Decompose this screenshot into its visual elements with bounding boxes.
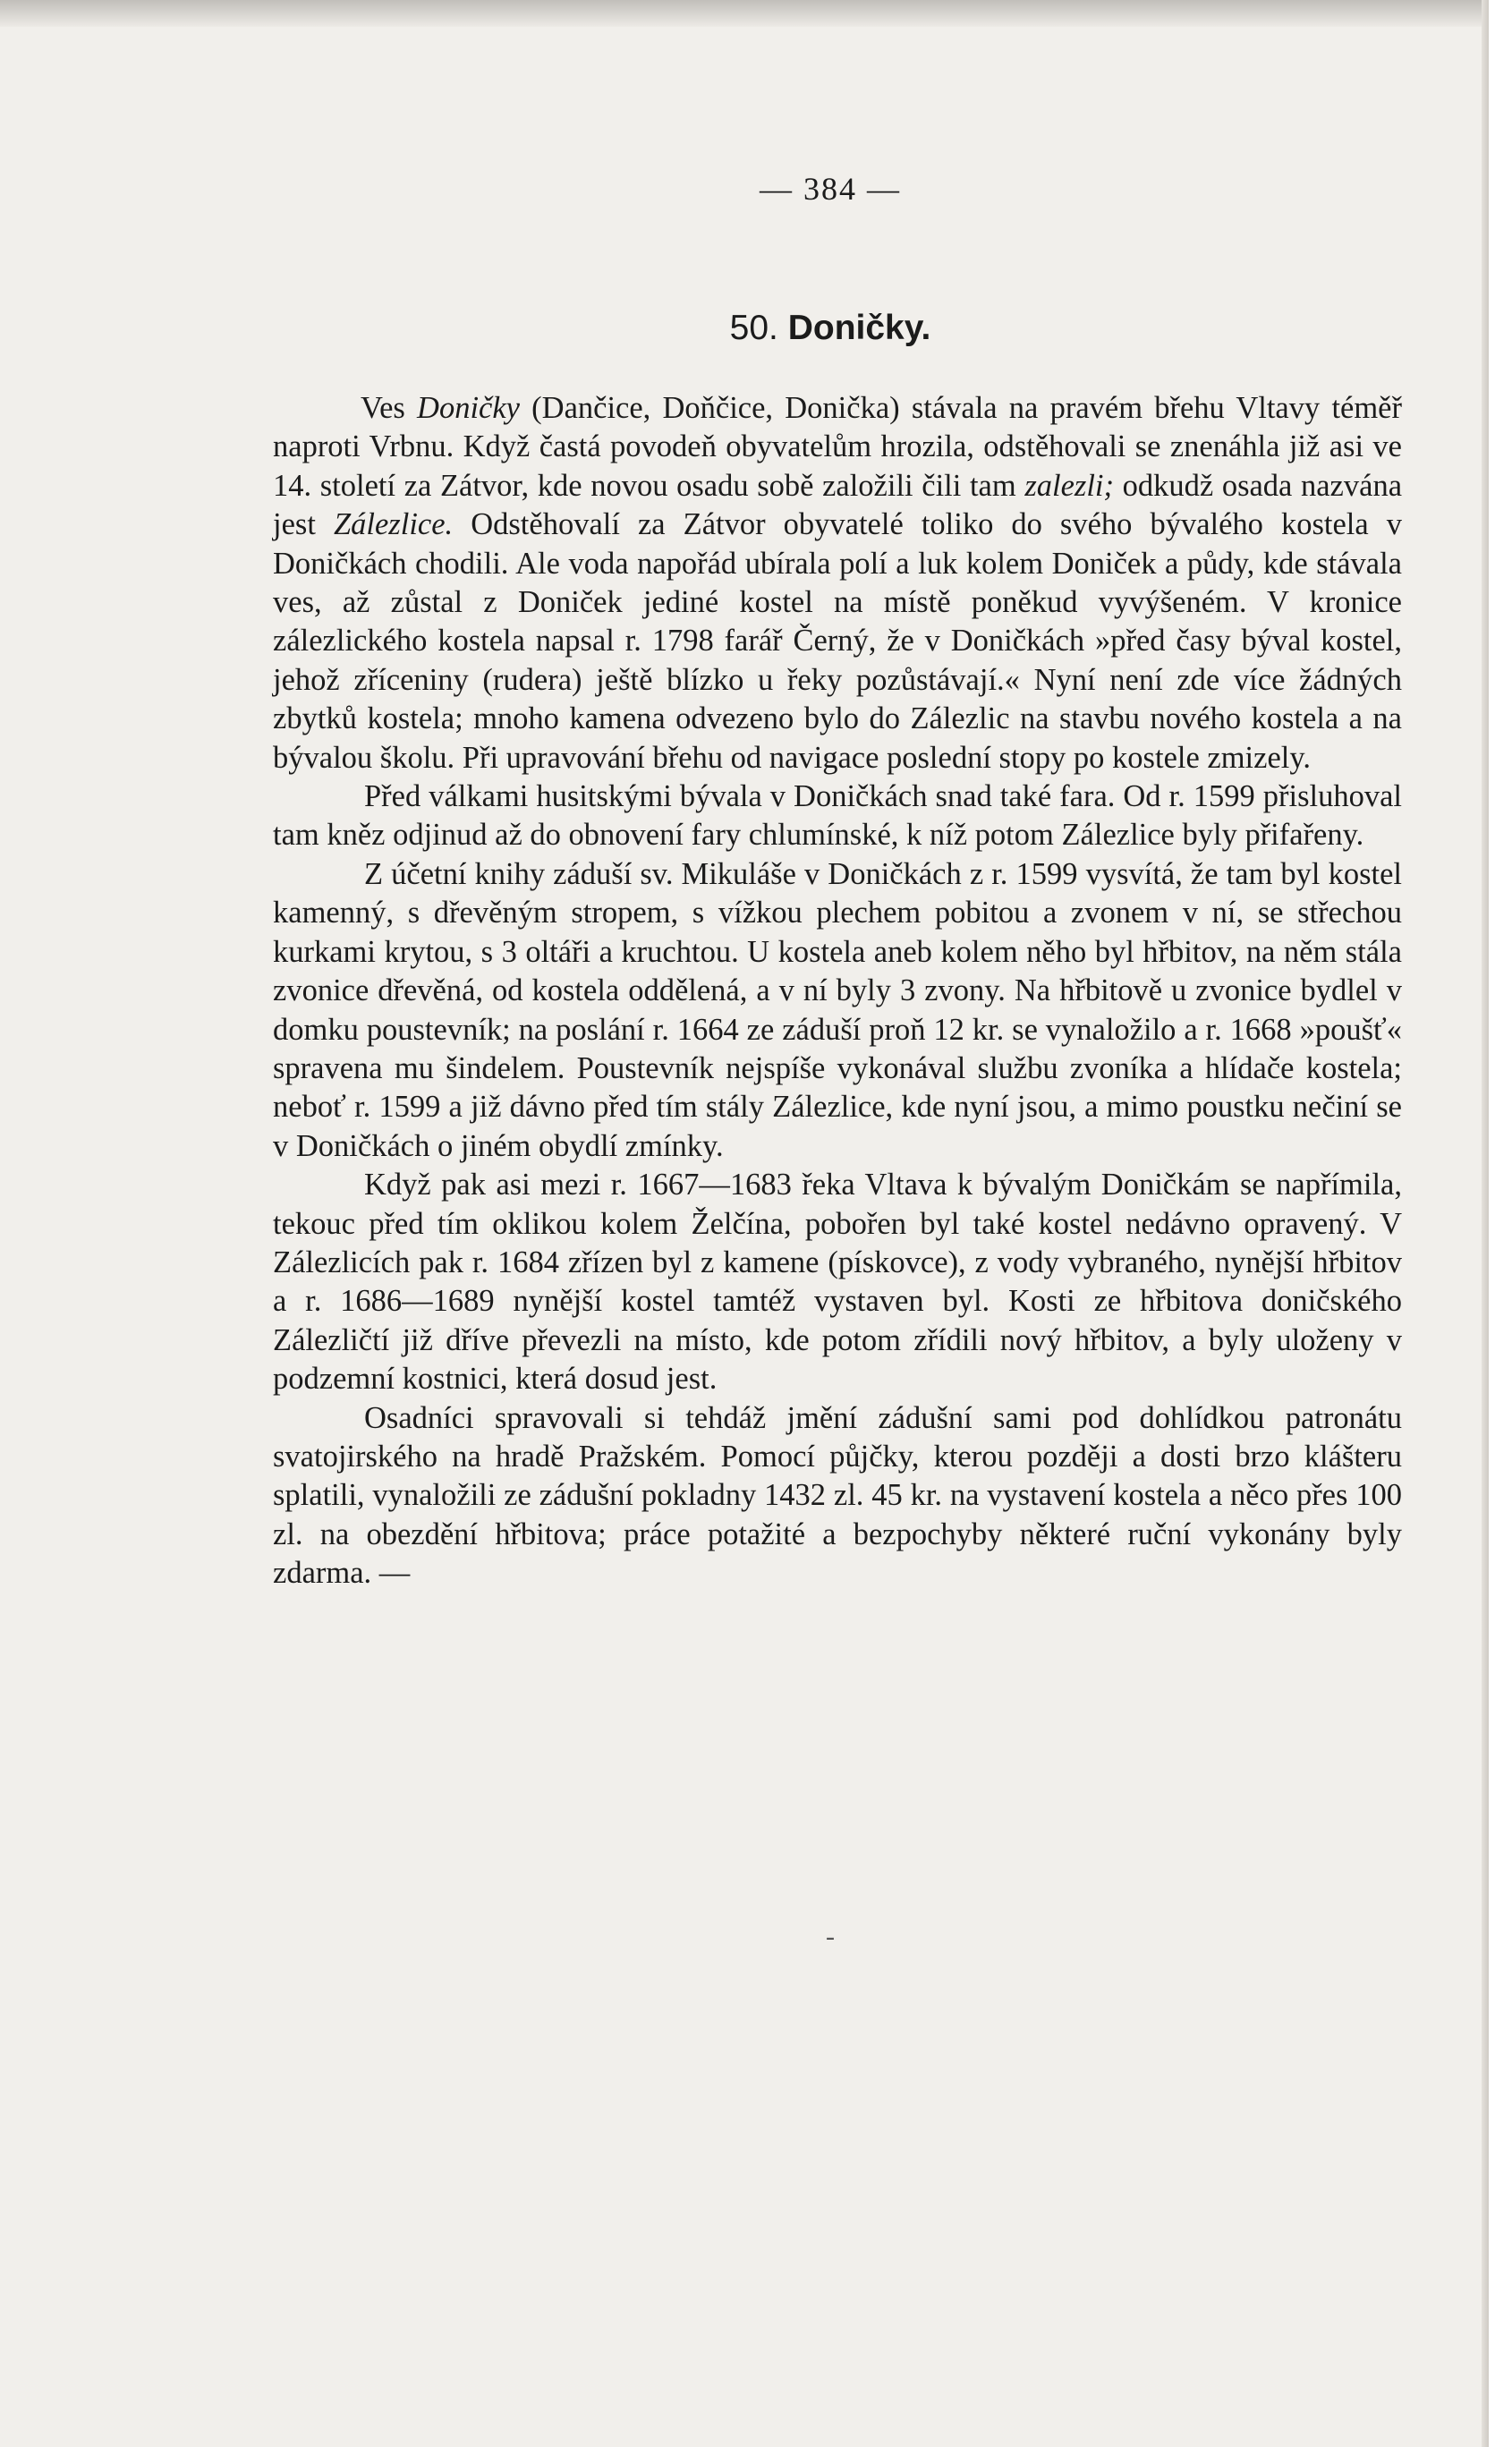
word-zalezli: zalezli; <box>1024 468 1114 503</box>
chapter-number: 50. <box>729 309 778 347</box>
page-edge <box>1489 0 1512 2447</box>
paragraph-4: Když pak asi mezi r. 1667—1683 řeka Vltava k bývalým Doničkám se napřímila, tekouc před tím oklikou kolem Želčína, pobořen byl také kostel nedávno opravený. V Zálezlicích pak r. 1684 zřízen byl z kamene (pískovce), z vody vybraného, nynější hřbitov a r. 1686—1689 nynější kostel tamtéž vystaven byl. Kosti ze hřbitova doničského Zálezličtí již dříve převezli na místo, kde potom zřídili nový hřbitov, a byly uloženy v podzemní kostnici, která dosud jest. <box>273 1168 1402 1397</box>
page-gutter-shadow <box>1482 0 1489 2447</box>
paragraph-2: Před válkami husitskými bývala v Doničkách snad také fara. Od r. 1599 přisluhoval tam kněz odjinud až do obnovení fary chlumínské, k níž potom Zálezlice byly přifařeny. <box>273 779 1402 853</box>
paragraph-3: Z účetní knihy záduší sv. Mikuláše v Doničkách z r. 1599 vysvítá, že tam byl kostel kamenný, s dřevěným stropem, s vížkou plechem pobitou a zvonem v ní, se střechou kurkami krytou, s 3 oltáři a kruchtou. U kostela aneb kolem něho byl hřbitov, na něm stála zvonice dřevěná, od kostela oddělená, a v ní byly 3 zvony. Na hřbitově u zvonice bydlel v domku poustevník; na poslání r. 1664 ze záduší proň 12 kr. se vynaložilo a r. 1668 »poušť« spravena mu šindelem. Poustevník nejspíše vykonával službu zvoníka a hlídače kostela; neboť r. 1599 a již dávno před tím stály Zálezlice, kde nyní jsou, a mimo poustku nečiní se v Doničkách o jiném obydlí zmínky. <box>273 856 1402 1163</box>
chapter-name: Doničky. <box>787 309 931 347</box>
page-top-shade <box>0 0 1482 27</box>
body-text <box>273 389 1402 1593</box>
village-name: Doničky <box>417 391 520 425</box>
paragraph-1 <box>273 389 1402 777</box>
end-mark: - <box>826 1922 835 1951</box>
paragraph-1-part-e: odkudž osada nazvána jest <box>273 468 1403 542</box>
paragraph-1-part-a: Ves <box>361 391 418 425</box>
page-number: — 384 — <box>760 171 901 207</box>
chapter-title <box>0 309 1512 348</box>
paragraph-1-part-c: (Dančice, Doňčice, Donička) stávala na pravém břehu Vltavy téměř naproti Vrbnu. Když častá povodeň obyvatelům hrozila, odstěhovali se znenáhla již asi ve 14. století za Zátvor, kde novou osadu sobě založili čili tam <box>273 391 1402 503</box>
paragraph-5: Osadníci spravovali si tehdáž jmění zádušní sami pod dohlídkou patronátu svatojirského na hradě Pražském. Pomocí půjčky, kterou později a dosti brzo klášteru splatili, vynaložili ze zádušní pokladny 1432 zl. 45 kr. na vystavení kostela a něco přes 100 zl. na obezdění hřbitova; práce potažité a bezpochyby některé ruční vykonány byly zdarma. — <box>273 1400 1402 1591</box>
word-zalezlice: Zálezlice. <box>333 507 454 542</box>
paragraph-1-part-g: Odstěhovalí za Zátvor obyvatelé toliko do svého bývalého kostela v Doničkách chodili. Ale voda napořád ubírala polí a luk kolem Doniček a půdy, kde stávala ves, až zůstal z Doniček jediné kostel na místě poněkud vyvýšeném. V kronice zálezlického kostela napsal r. 1798 farář Černý, že v Doničkách »před časy býval kostel, jehož zříceniny (rudera) ještě blízko u řeky pozůstávají.« Nyní není zde více žádných zbytků kostela; mnoho kamena odvezeno bylo do Zálezlic na stavbu nového kostela a na bývalou školu. Při upravování břehu od navigace poslední stopy po kostele zmizely. <box>273 507 1402 775</box>
